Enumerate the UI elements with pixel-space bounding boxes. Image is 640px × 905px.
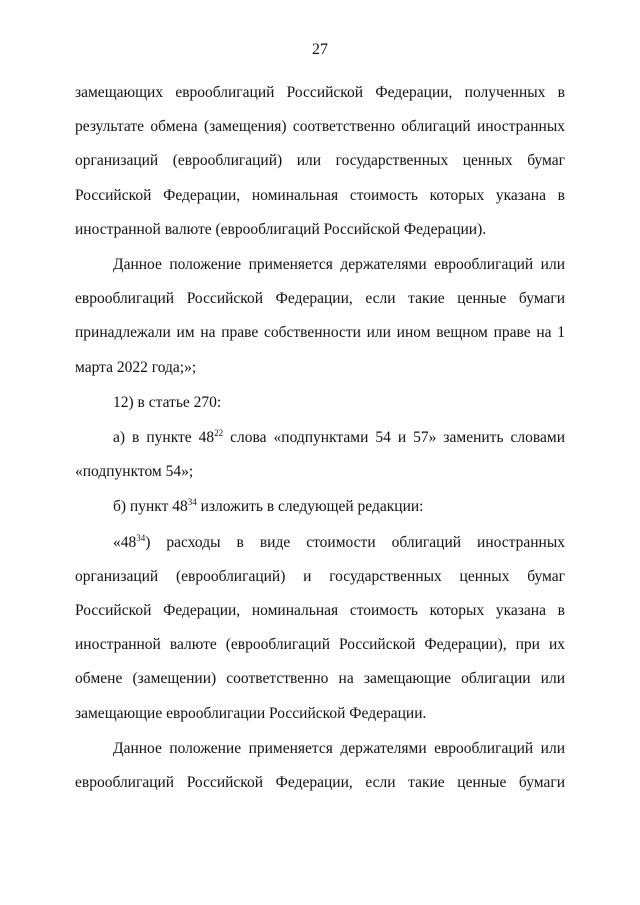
paragraph-article-270: 12) в статье 270: [113,393,222,411]
paragraph-holders-clause-2: Данное положение применяется держателями еврооблигаций или еврооблигаций Российской Федерации, если такие ценные бумаги [75,739,565,792]
document-body [75,76,565,800]
item-48-34-after: ) расходы в виде стоимости облигаций иностранных организаций (еврооблигаций) и государственных ценных бумаг Российской Федерации, номинальная стоимость которых указана в иностранной валюте (еврооблигаций Российской Федерации), при их обмене (замещении) соответственно на замещающие облигации или замещающие еврооблигации Российской Федерации. [75,533,565,722]
subitem-b-superscript: 34 [187,497,197,508]
item-48-34-superscript: 34 [136,532,146,543]
page-number: 27 [312,41,328,58]
subitem-a-superscript: 22 [214,428,224,439]
subitem-a-after: слова «подпунктами 54 и 57» заменить словами «подпунктом 54»; [75,429,565,481]
paragraph-new-item-48-34 [75,526,565,731]
paragraph-subitem-a [75,421,565,489]
paragraph-continuation: замещающих еврооблигаций Российской Федерации, полученных в результате обмена (замещения) соответственно облигаций иностранных организаций (еврооблигаций) или государственных ценных бумаг Российской Федерации, номинальная стоимость которых указана в иностранной валюте (еврооблигаций Российской Федерации). [75,84,565,238]
subitem-a-before: а) в пункте 48 [113,429,215,447]
item-48-34-before: «48 [113,533,137,551]
paragraph-holders-clause: Данное положение применяется держателями еврооблигаций или еврооблигаций Российской Федерации, если такие ценные бумаги принадлежали им на праве собственности или ином вещном праве на 1 марта 2022 года;»; [75,256,565,376]
paragraph-subitem-b [75,490,565,524]
subitem-b-before: б) пункт 48 [113,498,188,516]
subitem-b-after: изложить в следующей редакции: [196,498,424,516]
